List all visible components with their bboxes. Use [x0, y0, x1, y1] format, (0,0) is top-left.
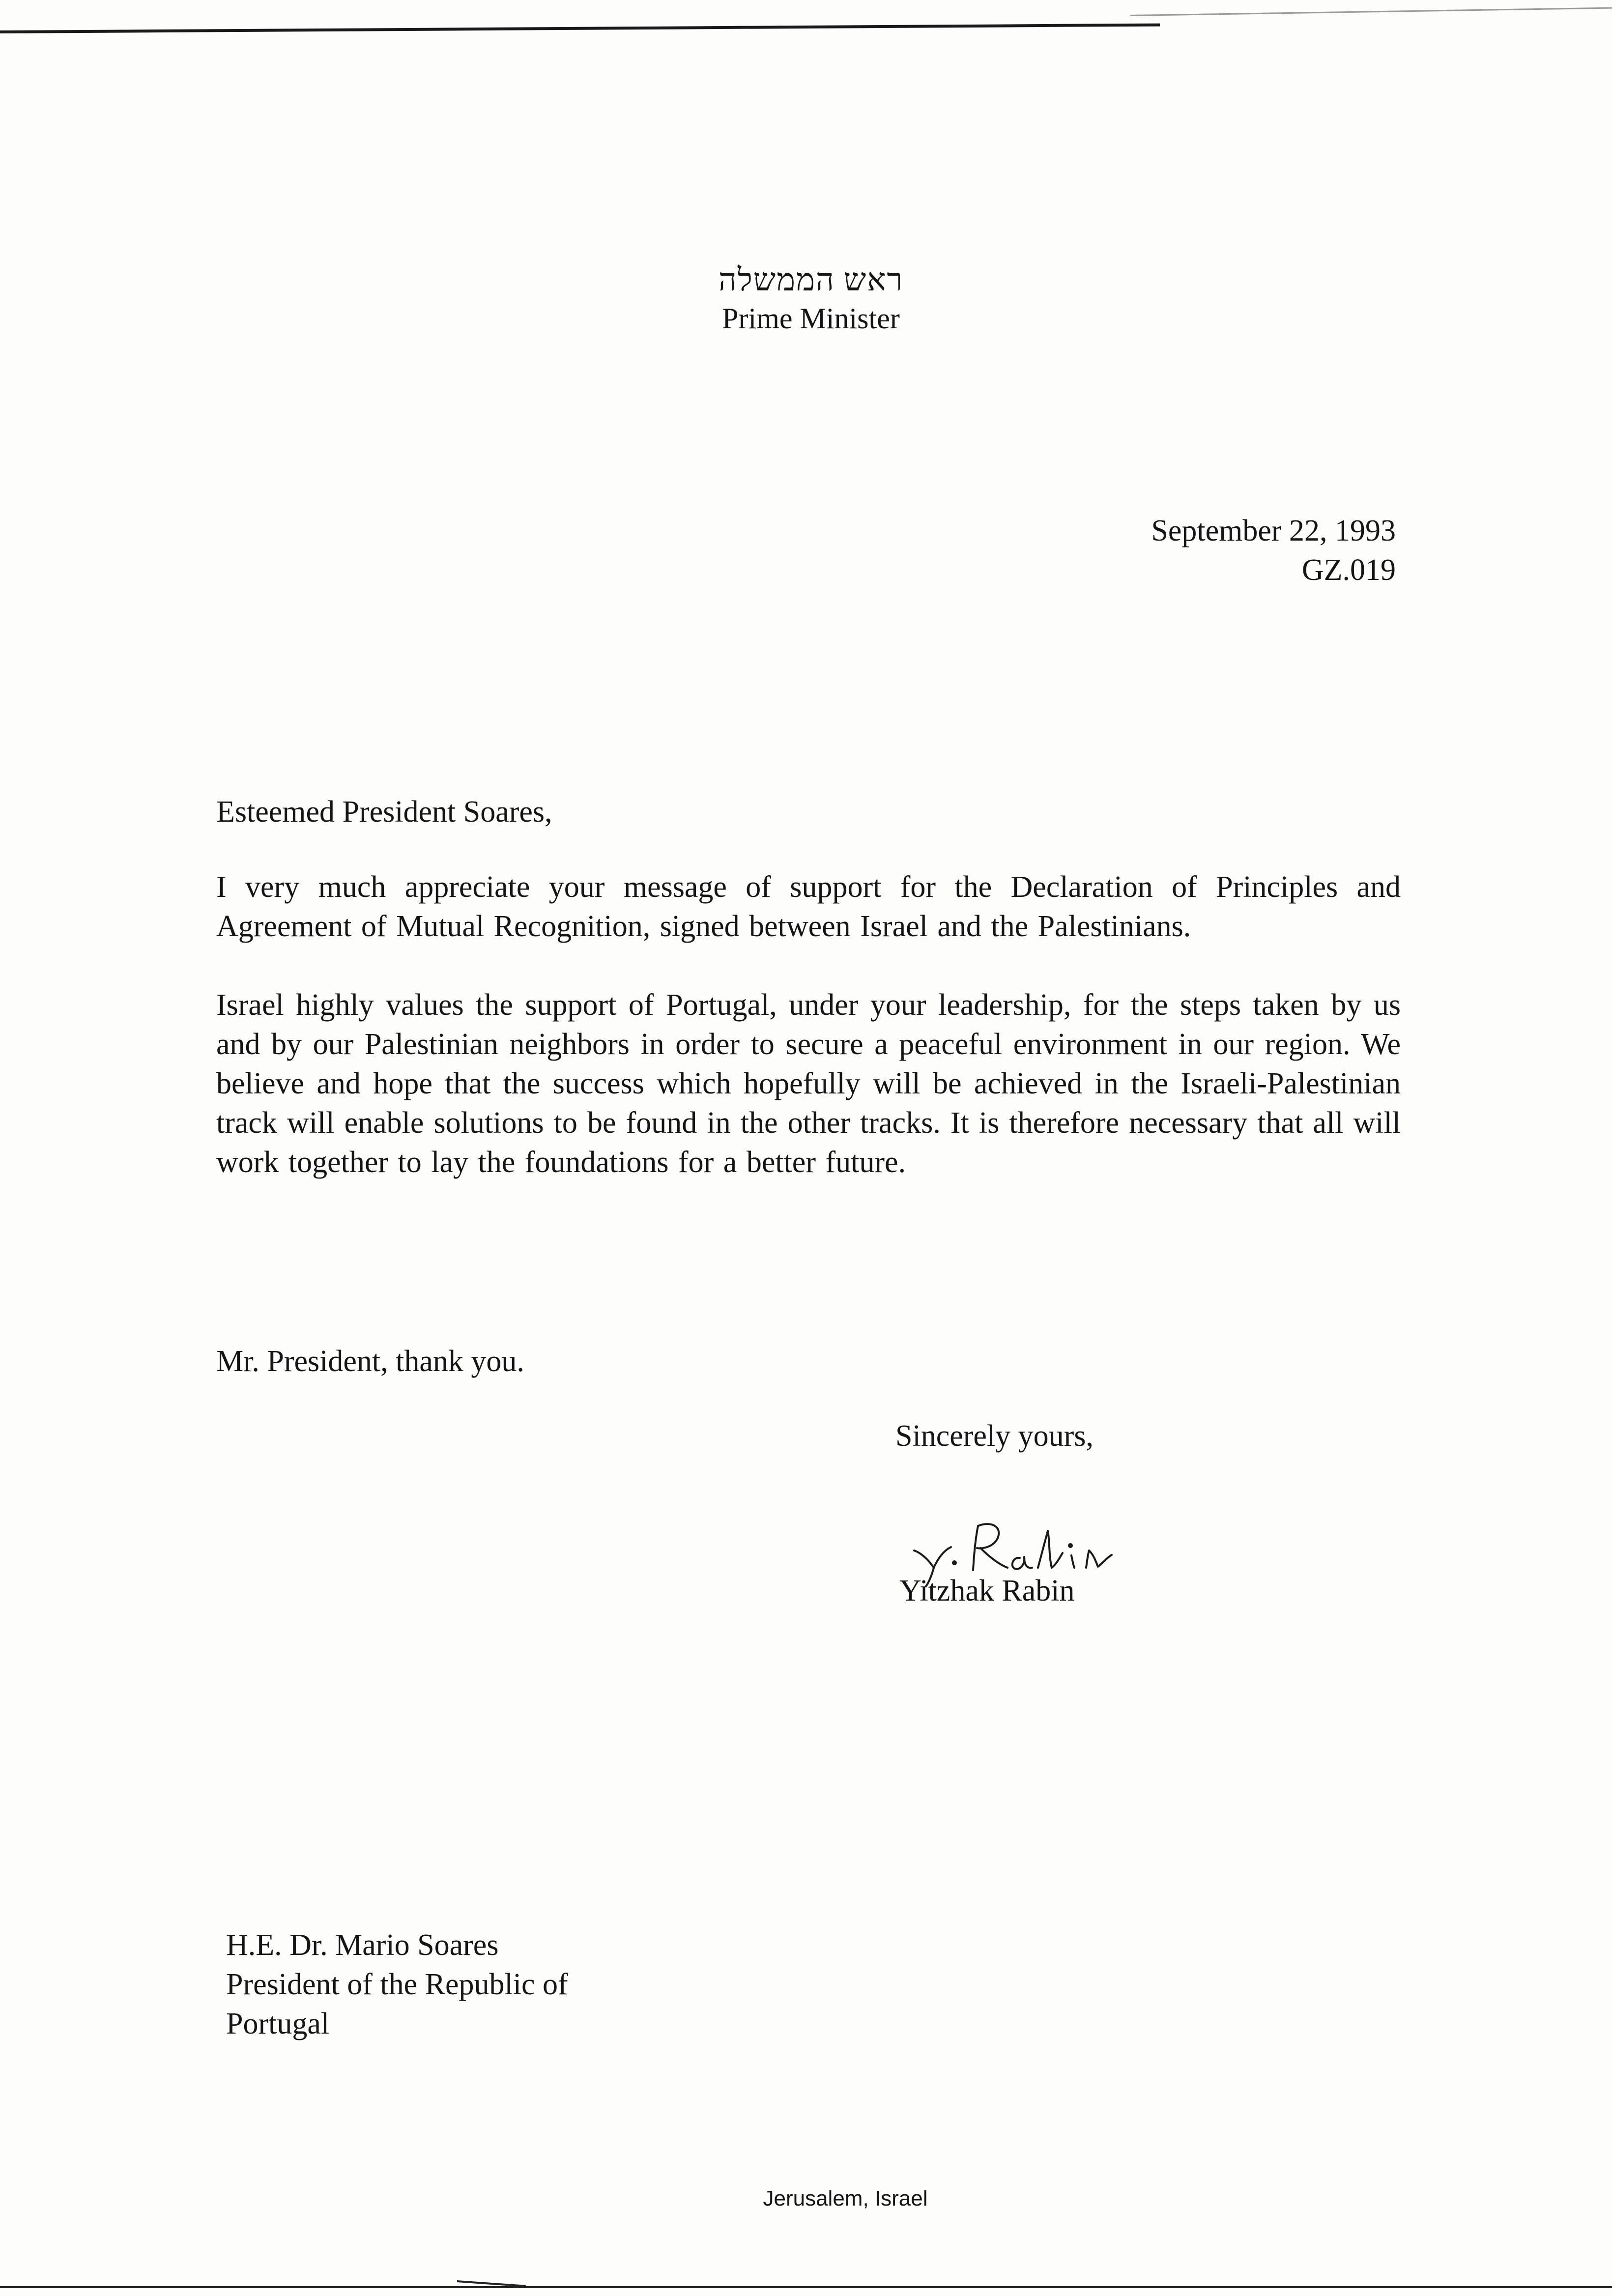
body-paragraph-2: Israel highly values the support of Portugal, under your leadership, for the steps taken by us and by our Palestinian neighbors in order to secure a peaceful environment in our region. We believe and hope that the success which hopefully will be achieved in the Israeli-Palestinian track will enable solutions to be found in the other tracks. It is therefore necessary that all will work together to lay the foundations for a better future. — [216, 988, 1401, 1179]
reference-code: GZ.019 — [1301, 553, 1396, 587]
signoff: Sincerely yours, — [895, 1419, 1094, 1453]
recipient-address — [226, 1925, 568, 2043]
bottom-rule — [0, 2286, 1612, 2288]
recipient-title-line-2: Portugal — [226, 2007, 330, 2040]
footer-location: Jerusalem, Israel — [763, 2186, 928, 2210]
date-reference-block — [1151, 511, 1396, 590]
body-paragraph-1: I very much appreciate your message of support for the Declaration of Principles and Agreement of Mutual Recognition, signed between Israel and the Palestinians. — [216, 870, 1401, 943]
letter-date: September 22, 1993 — [1151, 514, 1396, 547]
signer-name: Yitzhak Rabin — [899, 1574, 1075, 1607]
letterhead-office-title: Prime Minister — [722, 302, 900, 335]
letterhead — [629, 260, 993, 337]
top-rule-faint — [1130, 7, 1612, 16]
closing-line: Mr. President, thank you. — [216, 1345, 524, 1378]
recipient-name: H.E. Dr. Mario Soares — [226, 1928, 499, 1962]
recipient-title-line-1: President of the Republic of — [226, 1968, 568, 2001]
letter-body — [216, 867, 1401, 1221]
letterhead-hebrew-title: ראש הממשלה — [719, 262, 903, 297]
top-rule — [0, 24, 1160, 33]
salutation: Esteemed President Soares, — [216, 795, 552, 829]
